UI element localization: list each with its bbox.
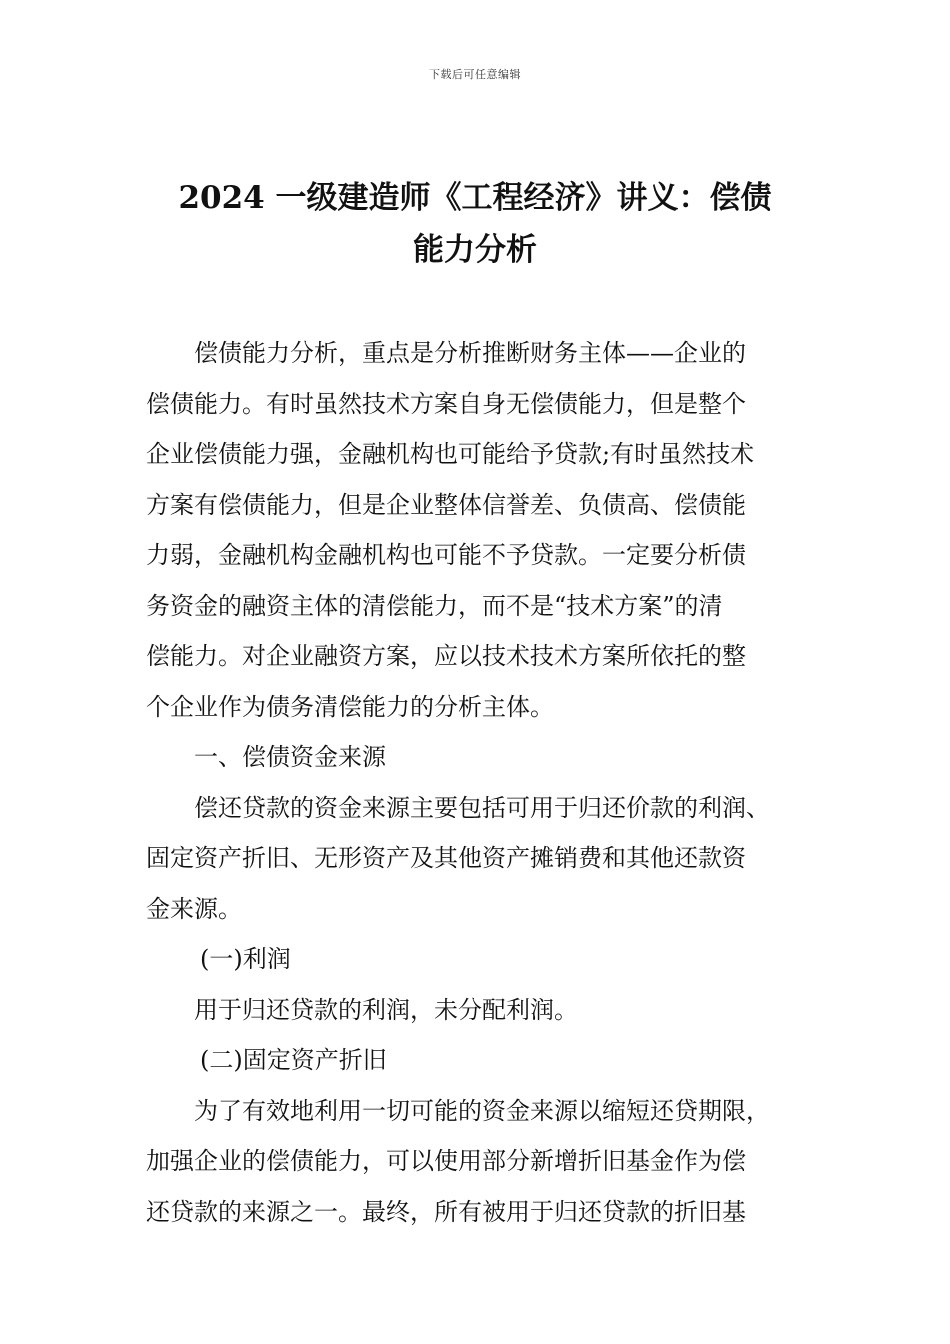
paragraph-line: 用于归还贷款的利润，未分配利润。 (194, 995, 578, 1024)
paragraph-line: 偿债能力分析，重点是分析推断财务主体——企业的 (194, 339, 746, 367)
paragraph-line: 方案有偿债能力，但是企业整体信誉差、负债高、偿债能 (146, 490, 746, 519)
paragraph-line: 为了有效地利用一切可能的资金来源以缩短还贷期限， (194, 1096, 770, 1125)
title-line: 2024 一级建造师《工程经济》讲义：偿债 (178, 180, 772, 216)
section-heading-text: 一、偿债资金来源 (194, 743, 386, 771)
paragraph-line: 个企业作为债务清偿能力的分析主体。 (146, 692, 554, 721)
paragraph-line: 还贷款的来源之一。最终，所有被用于归还贷款的折旧基 (146, 1197, 746, 1226)
intro-paragraph (146, 328, 836, 732)
paragraph-line: 偿还贷款的资金来源主要包括可用于归还价款的利润、 (194, 793, 770, 822)
subsection-heading-text: (一)利润 (200, 945, 291, 973)
paragraph-line: 金来源。 (146, 894, 242, 923)
paragraph-line: 固定资产折旧、无形资产及其他资产摊销费和其他还款资 (146, 844, 746, 872)
paragraph-line: 偿能力。对企业融资方案，应以技术技术方案所依托的整 (146, 642, 746, 670)
paragraph-line: 加强企业的偿债能力，可以使用部分新增折旧基金作为偿 (146, 1147, 746, 1175)
subsection-heading (146, 1035, 836, 1086)
paragraph-line: 力弱，金融机构金融机构也可能不予贷款。一定要分析债 (146, 541, 746, 569)
subsection-paragraph (146, 1086, 836, 1238)
section-paragraph (146, 783, 836, 935)
document-body (146, 328, 836, 1237)
subsection-paragraph (146, 985, 836, 1036)
section-heading (146, 732, 836, 783)
paragraph-line: 务资金的融资主体的清偿能力，而不是“技术方案”的清 (146, 591, 723, 620)
page-header-note: 下载后可任意编辑 (429, 68, 521, 81)
subsection-heading-text: (二)固定资产折旧 (200, 1046, 387, 1074)
subsection-heading (146, 934, 836, 985)
paragraph-line: 企业偿债能力强，金融机构也可能给予贷款;有时虽然技术 (146, 440, 755, 468)
title-line: 能力分析 (413, 232, 537, 268)
paragraph-line: 偿债能力。有时虽然技术方案自身无偿债能力，但是整个 (146, 389, 746, 418)
document-title (120, 172, 830, 276)
